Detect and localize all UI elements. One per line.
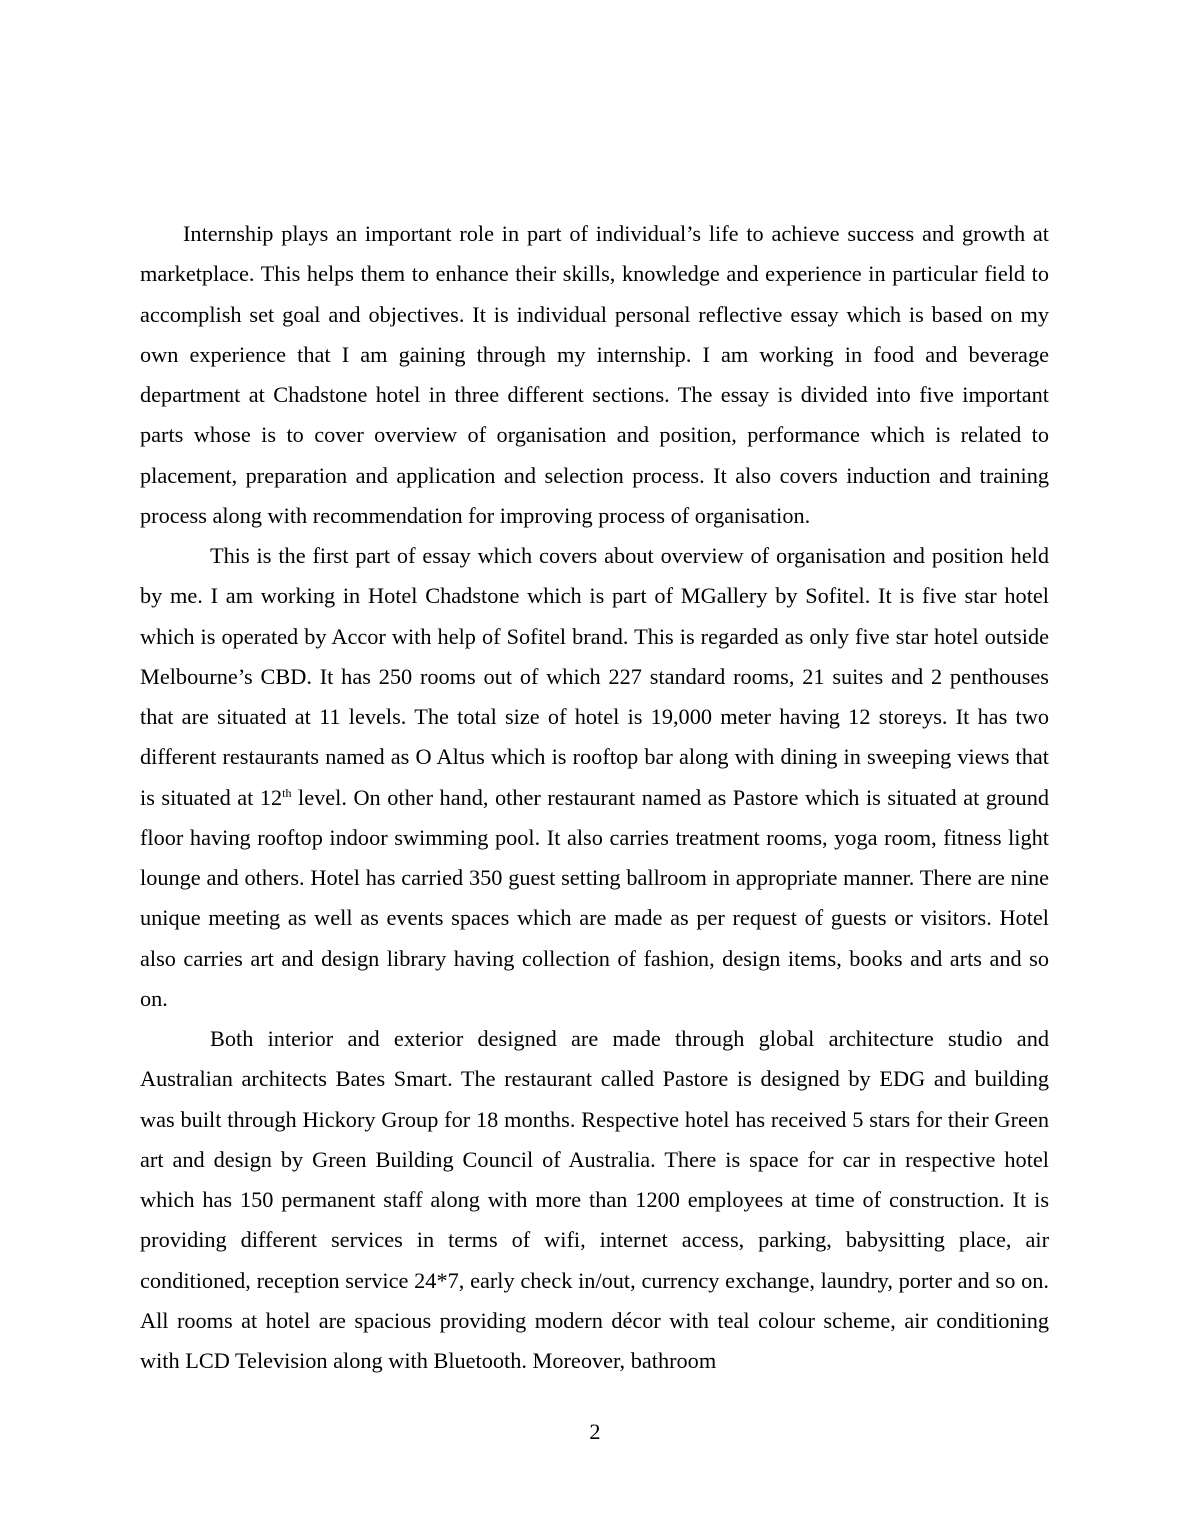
paragraph-text-after-superscript: level. On other hand, other restaurant named as Pastore which is situated at ground floor having rooftop indoor swimming pool. It also carries treatment rooms, yoga room, fitness light lounge and others. Hotel has carried 350 guest setting ballroom in appropriate manner. There are nine unique meeting as well as events spaces which are made as per request of guests or visitors. Hotel also carries art and design library having collection of fashion, design items, books and arts and so on. (140, 784, 1049, 1011)
paragraph-organisation-overview (140, 536, 1049, 1019)
body-text (140, 214, 1049, 1381)
paragraph-text-before-superscript: This is the first part of essay which covers about overview of organisation and position held by me. I am working in Hotel Chadstone which is part of MGallery by Sofitel. It is five star hotel which is operated by Accor with help of Sofitel brand. This is regarded as only five star hotel outside Melbourne’s CBD. It has 250 rooms out of which 227 standard rooms, 21 suites and 2 penthouses that are situated at 11 levels. The total size of hotel is 19,000 meter having 12 storeys. It has two different restaurants named as O Altus which is rooftop bar along with dining in sweeping views that is situated at 12 (140, 543, 1049, 810)
paragraph-introduction: Internship plays an important role in part of individual’s life to achieve success and growth at marketplace. This helps them to enhance their skills, knowledge and experience in particular field to accomplish set goal and objectives. It is individual personal reflective essay which is based on my own experience that I am gaining through my internship. I am working in food and beverage department at Chadstone hotel in three different sections. The essay is divided into five important parts whose is to cover overview of organisation and position, performance which is related to placement, preparation and application and selection process. It also covers induction and training process along with recommendation for improving process of organisation. (140, 221, 1049, 528)
page-number: 2 (589, 1419, 601, 1444)
paragraph-design-services: Both interior and exterior designed are made through global architecture studio and Australian architects Bates Smart. The restaurant called Pastore is designed by EDG and building was built through Hickory Group for 18 months. Respective hotel has received 5 stars for their Green art and design by Green Building Council of Australia. There is space for car in respective hotel which has 150 permanent staff along with more than 1200 employees at time of construction. It is providing different services in terms of wifi, internet access, parking, babysitting place, air conditioned, reception service 24*7, early check in/out, currency exchange, laundry, porter and so on. All rooms at hotel are spacious providing modern décor with teal colour scheme, air conditioning with LCD Television along with Bluetooth. Moreover, bathroom (140, 1026, 1049, 1373)
ordinal-superscript: th (282, 785, 292, 800)
